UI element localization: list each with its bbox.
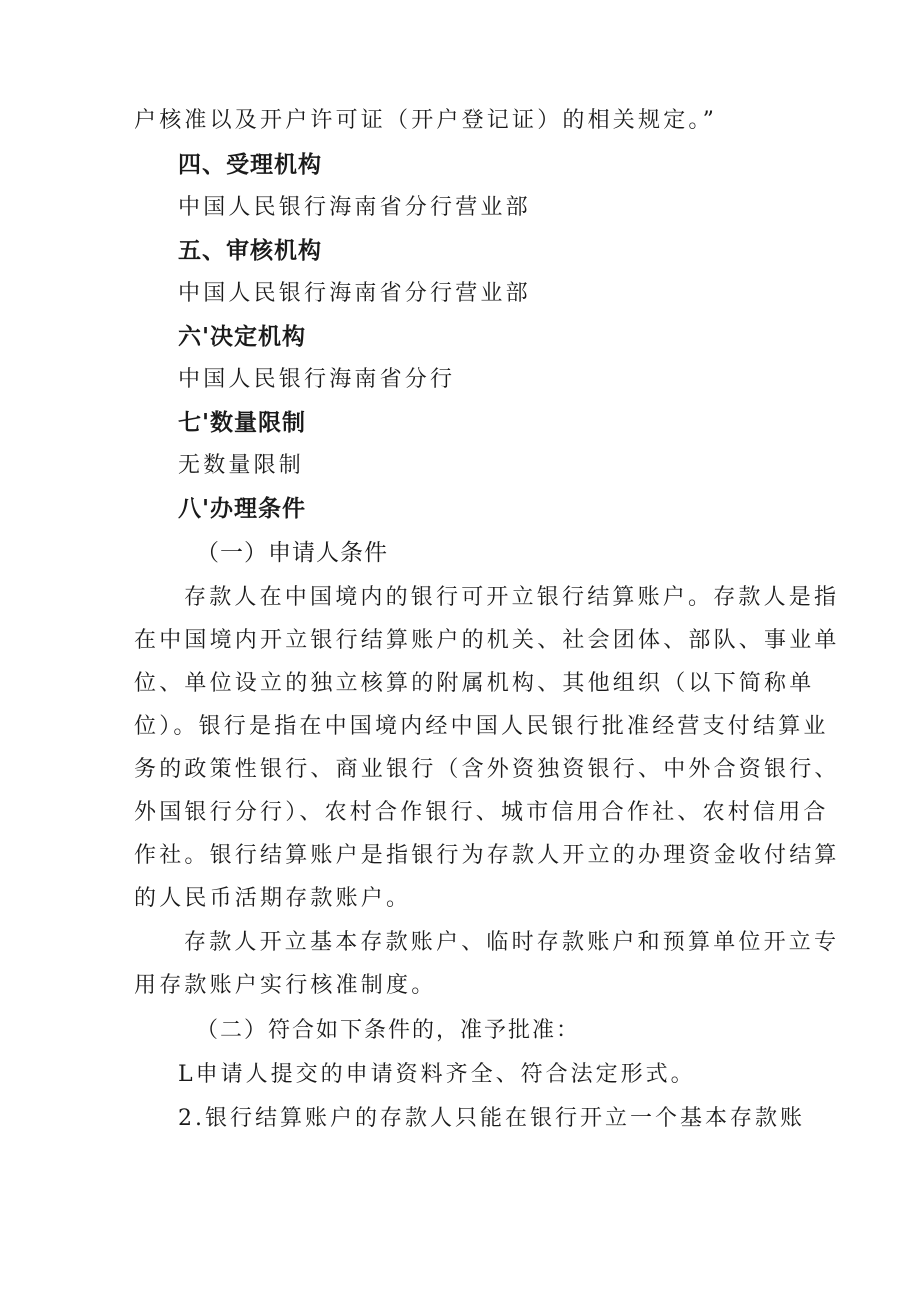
section-content-acceptance: 中国人民银行海南省分行营业部 — [178, 195, 531, 220]
para2-line: 用存款账户实行核准制度。 — [134, 973, 437, 998]
condition-item-1: L申请人提交的申请资料齐全、符合法定形式。 — [178, 1062, 696, 1087]
intro-tail: 户核准以及开户许可证（开户登记证）的相关规定。” — [134, 108, 718, 133]
subsection-2-title: （二）符合如下条件的，准予批准： — [196, 1018, 581, 1043]
section-heading-review: 五、审核机构 — [178, 238, 322, 264]
subsection-1-title: （一）申请人条件 — [196, 540, 388, 566]
section-heading-quantity: 七'数量限制 — [178, 410, 307, 436]
para1-line: 存款人在中国境内的银行可开立银行结算账户。存款人是指 — [184, 585, 840, 610]
section-content-decision: 中国人民银行海南省分行 — [178, 367, 456, 392]
section-content-review: 中国人民银行海南省分行营业部 — [178, 281, 531, 306]
para1-line: 在中国境内开立银行结算账户的机关、社会团体、部队、事业单 — [134, 628, 840, 653]
para1-line: 作社。银行结算账户是指银行为存款人开立的办理资金收付结算 — [134, 843, 840, 868]
para1-line: 位）。银行是指在中国境内经中国人民银行批准经营支付结算业 — [134, 714, 829, 739]
para2-line: 存款人开立基本存款账户、临时存款账户和预算单位开立专 — [184, 930, 840, 955]
para1-line: 位、单位设立的独立核算的附属机构、其他组织（以下简称单 — [134, 671, 815, 696]
section-content-quantity: 无数量限制 — [178, 453, 305, 478]
para1-line: 务的政策性银行、商业银行（含外资独资银行、中外合资银行、 — [134, 757, 840, 782]
para1-line: 外国银行分行）、农村合作银行、城市信用合作社、农村信用合 — [134, 800, 829, 825]
condition-item-2: 2.银行结算账户的存款人只能在银行开立一个基本存款账 — [178, 1106, 805, 1131]
section-heading-conditions: 八'办理条件 — [178, 496, 307, 522]
section-heading-decision: 六'决定机构 — [178, 324, 307, 350]
para1-line: 的人民币活期存款账户。 — [134, 886, 412, 911]
section-heading-acceptance: 四、受理机构 — [178, 152, 322, 178]
